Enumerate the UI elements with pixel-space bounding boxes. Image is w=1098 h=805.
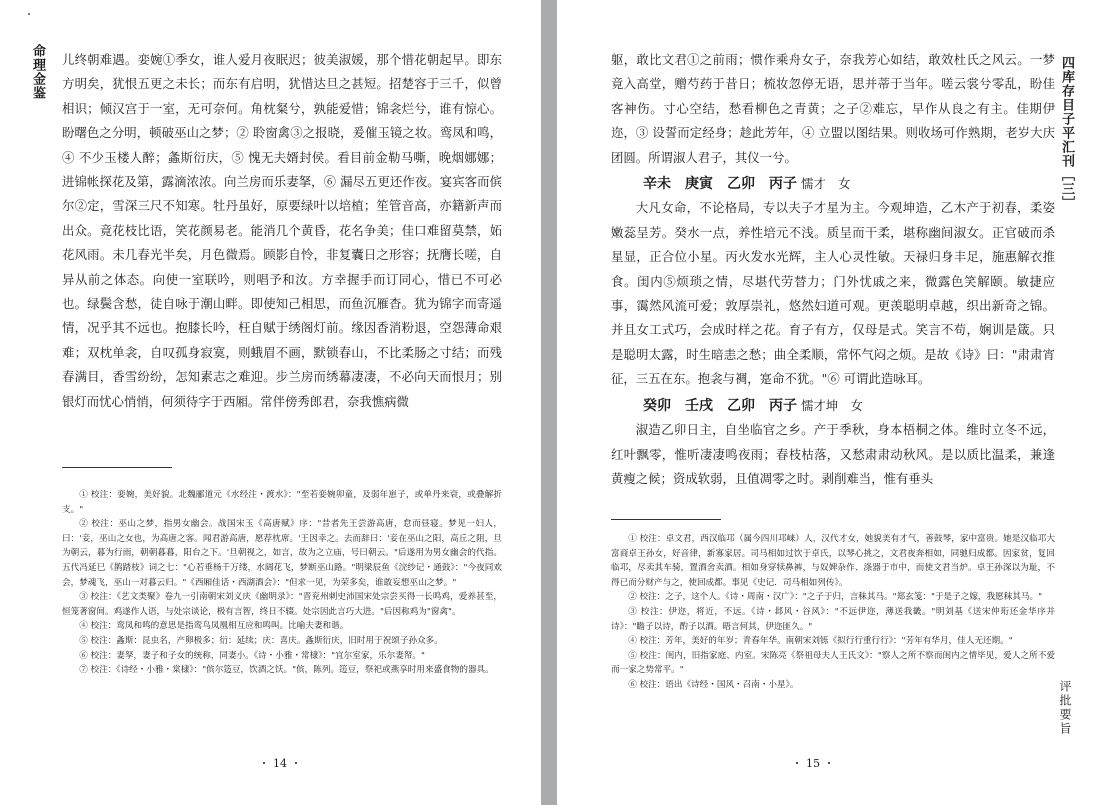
left-page	[0, 0, 541, 805]
right-running-title: 四库存目子平汇刊［三］	[1059, 56, 1074, 210]
left-footnotes	[62, 488, 502, 678]
right-body-text	[611, 48, 1055, 491]
pillars-1: 辛未 庚寅 乙卯 丙子	[643, 176, 797, 193]
chart-tag-2: 懦才坤 女	[801, 397, 863, 413]
footnote: ⑥ 校注：语出《诗经・国风・召南・小星》。	[628, 679, 799, 690]
section-1-text: 大凡女命，不论格局，专以夫子才星为主。今观坤造，乙木产于初春，柔姿嫩蕊呈芳。癸水一点，养性培元不浅。质呈而干柔，堪称幽间淑女。正官破而杀星显，正合位小星。丙火发水光辉，主人心灵性敏。天禄归身丰足，施惠解衣推食。闺内⑤烦琐之情，尽堪代劳替力；门外忧戚之来，微露色笑解颐。敏捷应事，霭然风流可爱；敦厚崇礼，悠然妇道可观。更羡聪明卓越，织出新奇之锦。并且女工式巧，会成时样之花。育子有方，仅母是式。笑言不苟，娴训是箴。只是聪明太露，时生暗恚之愁；曲全柔顺，常怀气闷之烦。是故《诗》曰："肃肃宵征，三五在东。抱衾与裯，寔命不犹。"⑥ 可谓此造咏耳。	[611, 200, 1055, 387]
left-page-number: ・ 14 ・	[258, 757, 302, 770]
right-side-footer: 评批要旨	[1058, 680, 1072, 736]
scan-speck	[28, 13, 30, 15]
footnote: ④ 校注：鸾凤和鸣的意思是指鸾鸟凤凰相互应和鸣叫。比喻夫妻和谐。	[79, 621, 349, 632]
footnote: ② 校注：之子，这个人。《诗・周南・汉广》："之子于归，言秣其马。"郑玄笺："于是子之嫁，我愿秣其马。"	[628, 592, 1043, 603]
footnote: ① 校注：卓文君，西汉临邛（属今四川邛崃）人，汉代才女，她貌美有才气，善鼓琴，家中富贵。她是汉临邛大富商卓王孙女，好音律，新寡家居。司马相如过饮于卓氏，以琴心挑之，文君夜奔相如，同驰归成都。因家贫，复回临邛，尽卖其车骑，置酒舍卖酒。相如身穿犊鼻裤，与奴婢杂作、涤器于市中，而使文君当炉。卓王孙深以为耻，不得已而分财产与之，使回成都。事见《史记．司马相如列传》。	[611, 534, 1055, 588]
footnote: ② 校注：巫山之梦，指男女幽会。战国宋玉《高唐赋》序："昔者先王尝游高唐，怠而昼寝。梦见一妇人，曰：'妾，巫山之女也，为高唐之客。闻君游高唐，愿荐枕席。'王因幸之。去而辞曰：'妾在巫山之阳，高丘之阻，旦为朝云，暮为行雨，朝朝暮暮，阳台之下。'旦朝视之，如言，故为之立庙，号曰朝云。"后遂用为男女幽会的代指。五代冯延巳《鹊踏枝》词之七："心若垂杨千万缕，水阔花飞，梦断巫山路。"明梁辰鱼《浣纱记・通鼓》："今夜同欢会，梦魂飞，巫山一对暮云归。"《西厢佳话・西湖酒会》："但求一见，为荣多矣，谁敢妄想巫山之梦。"	[62, 519, 502, 588]
footnote: ⑤ 校注：螽斯：昆虫名，产卵极多；衍：延续；庆：喜庆。螽斯衍庆，旧时用于祝颂子孙众多。	[79, 635, 443, 646]
footnote: ④ 校注：芳年，美好的年岁；青春年华。南朝宋刘铄《拟行行重行行》："芳年有华月，佳人无还期。"	[628, 636, 1013, 647]
footnote: ③ 校注：《艺文类聚》卷九一引南朝宋刘义庆《幽明录》："晋兖州刺史沛国宋处宗尝买得一长鸣鸡，爱养甚至，恒笼著窗间。鸡遂作人语，与处宗谈论，极有言智，终日不辍。处宗因此言巧大进。"后因称鸡为"窗禽"。	[62, 592, 502, 617]
right-page-number: ・ 15 ・	[791, 757, 835, 770]
footnote: ⑦ 校注：《诗经・小雅・棠棣》："傧尔笾豆，饮酒之饫。"傧，陈列。笾豆，祭祀或燕享时用来盛食物的器具。	[79, 665, 494, 676]
right-footnotes	[611, 532, 1055, 693]
footnote: ⑥ 校注：妻孥，妻子和子女的统称，同妻小。《诗・小雅・常棣》："宜尔室家，乐尔妻帑。"	[79, 650, 425, 661]
left-paragraph: 儿终朝难遇。娈婉①季女，谁人爱月夜眠迟；彼美淑媛，那个惜花朝起早。即东方明矣，犹恨五更之未长；而东有启明，犹惜达旦之甚短。招楚容于三千，似曾相识；倾汉宫于一室，无可奈何。角枕粲兮，孰能爱惜；锦衾烂兮，谁有惊心。盼曙色之分明，顿破巫山之梦；② 聆窗禽③之报晓，爰催玉镜之妆。鸾凤和鸣，④ 不少玉楼人醉；螽斯衍庆，⑤ 愧无夫婿封侯。看目前金勒马嘶，晚烟娜娜；进锦帐探花及第，露滴浓浓。向兰房而乐妻拏，⑥ 漏尽五更还作夜。宴宾客而傧尔②定，雪深三尺不知寒。牡丹虽好，原要绿叶以培植；笙管音高，亦籍新声而出众。竟花枝比语，笑花颜易老。能消几个黄昏，花名争美；佳口难留莫禁，妬花风雨。未几春光半矣，月色微焉。顾影自怜，非复囊日之形容；抚膺长嗟，自异从前之体态。向使一室联吟，则唱予和汝。方幸握手而订同心，惜已不可必也。绿鬓含愁，徒自咏于潮山畔。即使知己相思，而鱼沉雁杳。犹为锦字而寄遥情，况乎其不远也。抱膝长吟，枉自赋于绣阁灯前。缘因香消粉退，空怨薄命艰难；双枕单衾，自叹孤身寂寞，则蛾眉不画，默锁春山，不比柔肠之寸结；而残春满目，香雪纷纷，怎知素志之难迎。步兰房而绣幕凄凄，不必向天而恨月；别银灯而忧心悄悄，何须待字于西厢。常伴傍秀郎君，奈我憔病微	[62, 52, 502, 409]
chart-tag-1: 懦才 女	[801, 176, 851, 192]
chart-heading-1	[611, 172, 1055, 196]
left-running-title: 命理金鉴	[30, 44, 45, 100]
pillars-2: 癸卯 壬戌 乙卯 丙子	[643, 397, 797, 414]
section-2-text: 淑造乙卯日主，自坐临官之乡。产于季秋，身本梧桐之体。维时立冬不远，红叶飘零，惟听凄凄鸣夜雨；春枝枯落，又愁肃肃动秋风。是以质比温柔，兼逢黄瘦之候；资成软弱，且值凋零之时。剥削难当，惟有垂头	[611, 422, 1055, 486]
right-intro-paragraph: 躯，敢比文君①之前雨；惯作乘舟女子，奈我芳心如结，敢效杜氏之风云。一梦竟入高堂，赠芍药于昔日；梳妆忽停无语，思并蒂于当年。嗟云裳兮零乱，盼佳客神伤。寸心空结，愁看柳色之青黄；之子②难忘，早作从良之有主。佳期伊迩，③ 设誓而定经身；趁此芳年，④ 立盟以图结果。则收场可作熟期，老岁大庆团圆。所谓淑人君子，其仪一兮。	[611, 52, 1055, 165]
footnote: ① 校注：娈婉，美好貌。北魏郦道元《水经注・渡水》："至若娈婉卯童，及弱年崽子，或单丹来衰，或叠解折支。"	[62, 490, 502, 515]
left-footnote-rule	[62, 467, 172, 468]
footnote: ③ 校注：伊迩，将近，不远。《诗・邶风・谷风》："不远伊迩，薄送我畿。"明刘基《送宋仲珩还金华序并诗》："瞻子以诗，酌子以酒。晤言何其，伊迩匪久。"	[611, 606, 1055, 632]
footnote: ⑤ 校注：闺内，旧指家庭、内室。宋陈亮《祭祖母夫人王氏文》："察人之所不察而闺内之情毕见，爱人之所不爱而一家之势常平。"	[611, 650, 1055, 676]
left-body-text	[62, 48, 502, 414]
right-footnote-rule	[611, 519, 721, 520]
chart-heading-2	[611, 394, 1055, 418]
